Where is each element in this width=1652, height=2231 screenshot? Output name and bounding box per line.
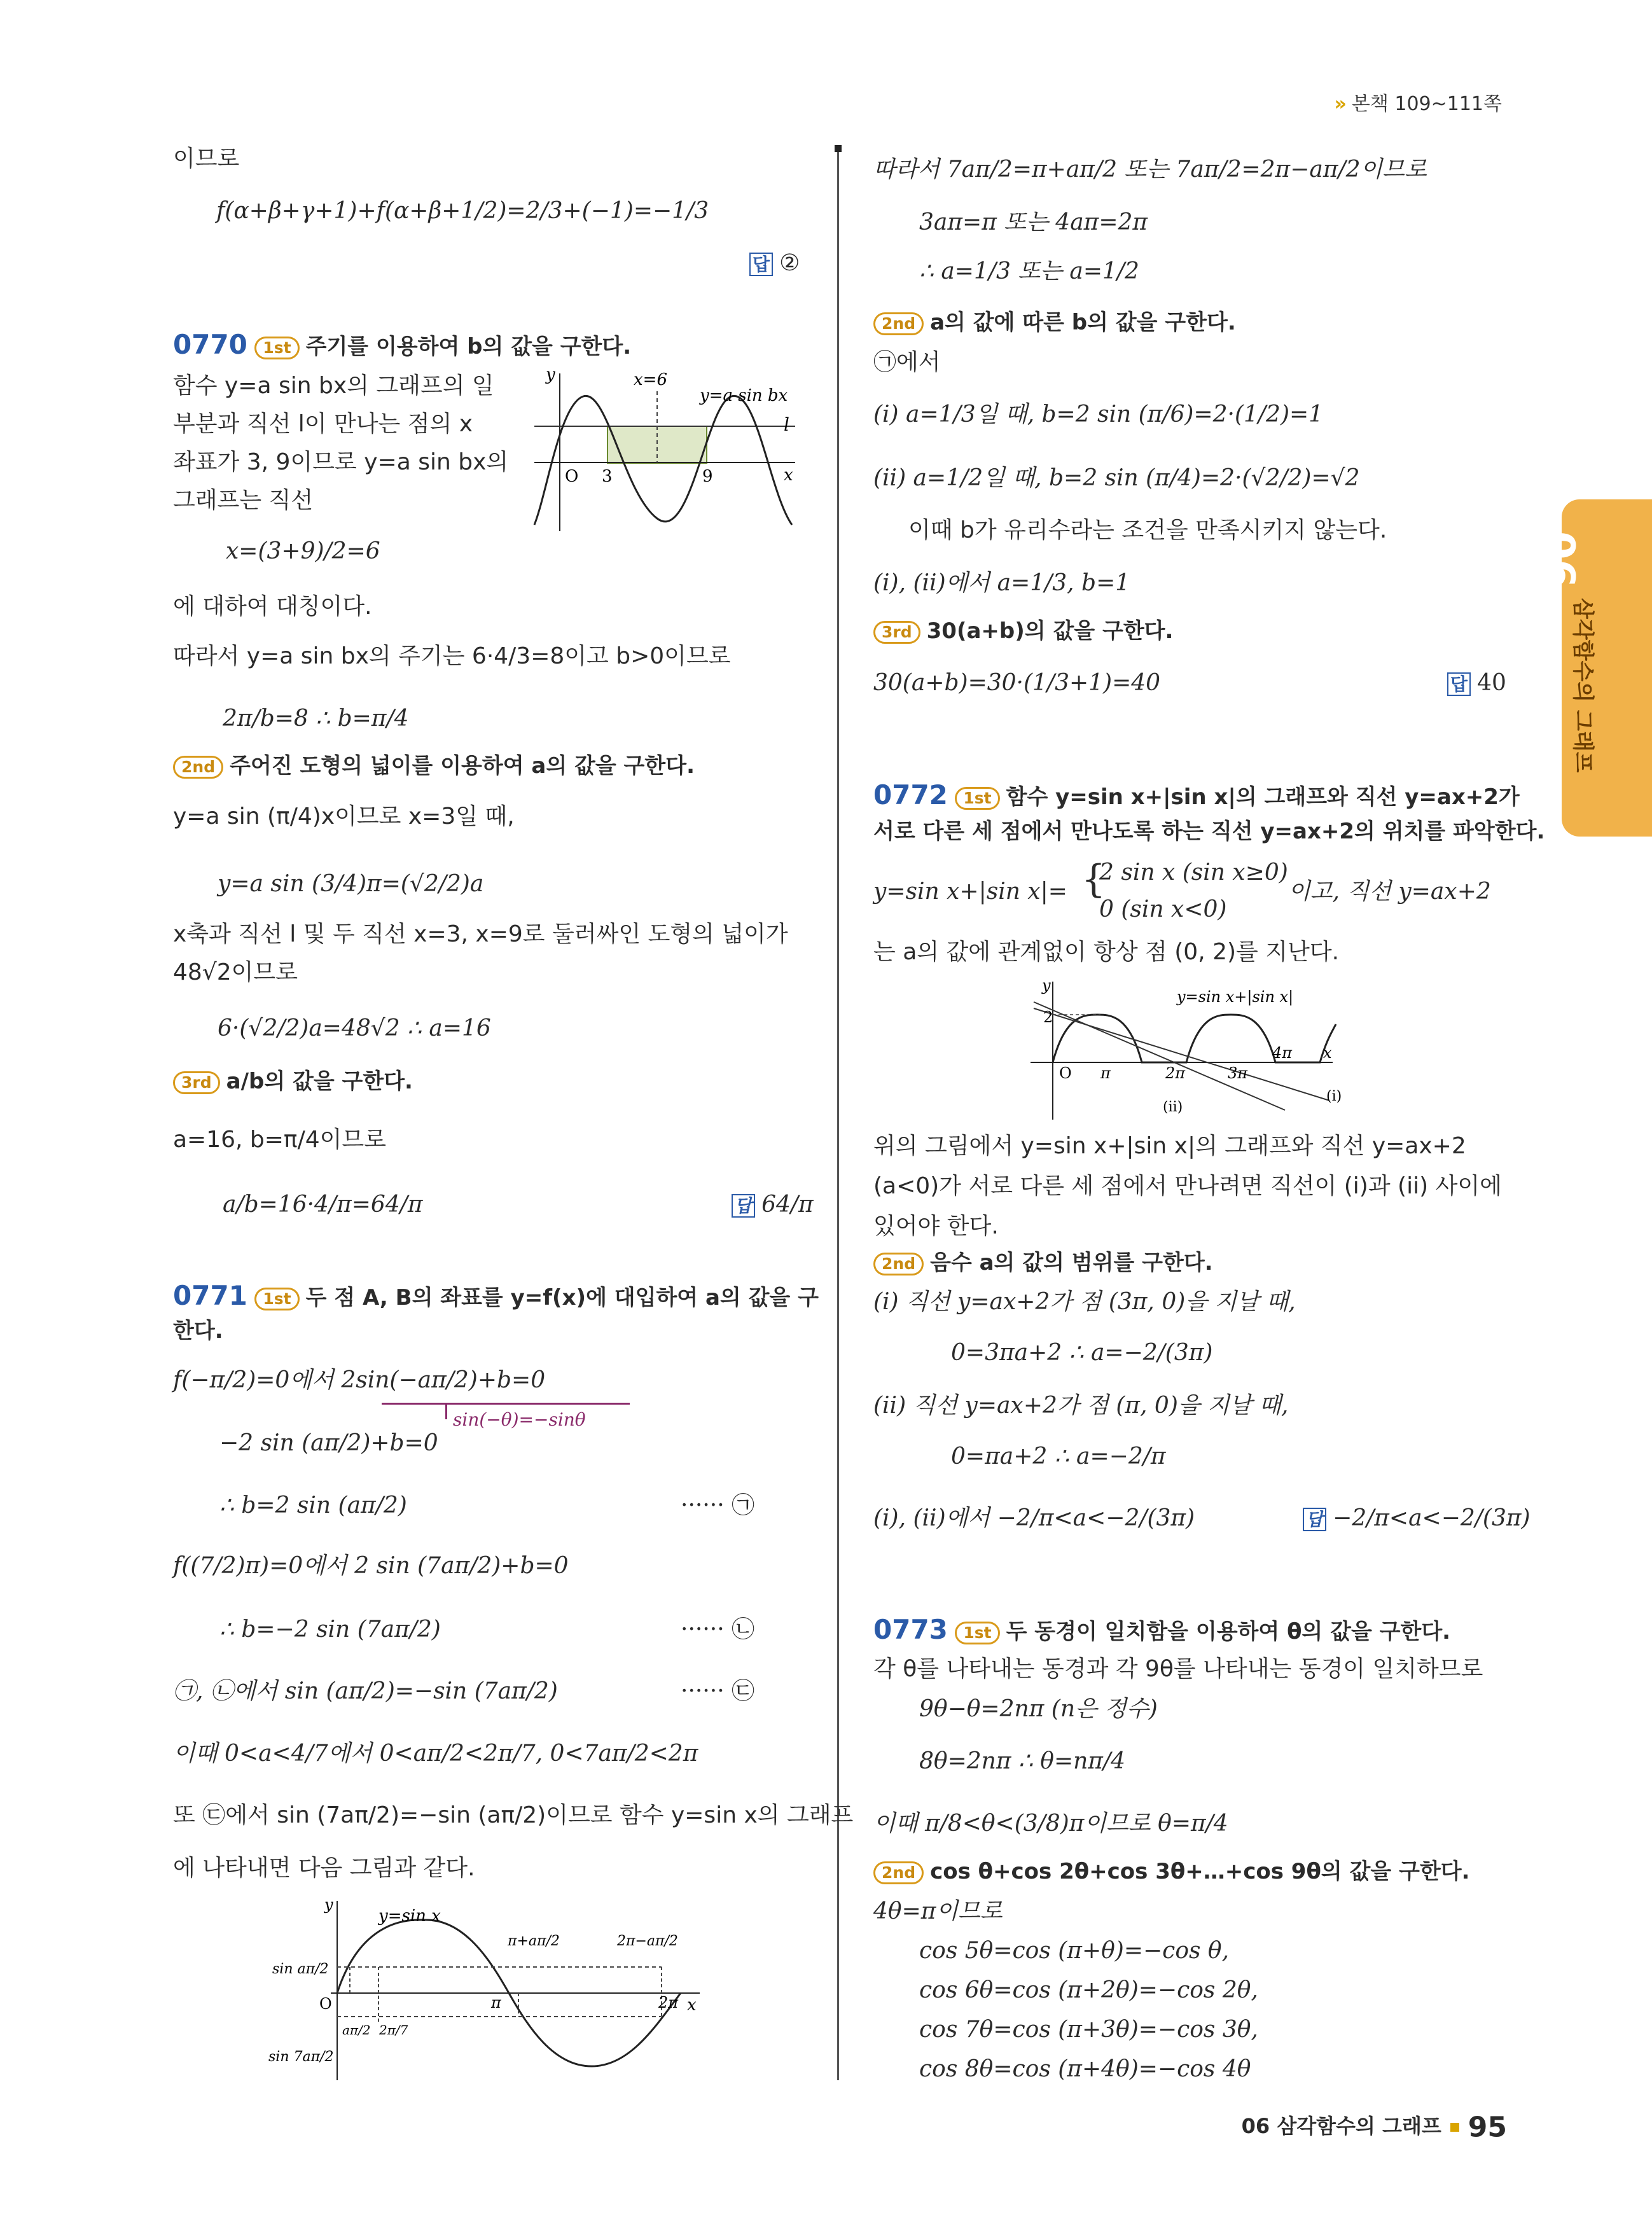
page-number: 95 — [1468, 2111, 1507, 2143]
equation: ∴ b=−2 sin (7aπ/2) — [219, 1616, 441, 1643]
step-badge: 1st — [254, 1288, 299, 1310]
note-connector — [445, 1403, 447, 1419]
tick-9: 9 — [702, 467, 713, 486]
equation: cos 8θ=cos (π+4θ)=−cos 4θ — [919, 2056, 1251, 2082]
line-ii-label: (ii) — [1163, 1099, 1183, 1115]
equation: 4θ=π이므로 — [873, 1898, 1003, 1924]
problem-number: 0771 — [173, 1280, 247, 1311]
equation: x=(3+9)/2=6 — [226, 538, 380, 564]
text-line: 한다. — [173, 1318, 223, 1344]
curve-label: y=a sin bx — [700, 386, 788, 405]
curve-label: y=sin x+|sin x| — [1177, 988, 1294, 1006]
equation: 30(a+b)=30·(1/3+1)=40 — [873, 670, 1161, 696]
y-label: y — [546, 366, 555, 384]
intro-text: 이므로 — [173, 146, 240, 172]
step-badge: 1st — [955, 1622, 999, 1644]
page-footer — [1242, 2110, 1507, 2144]
text-line: (a<0)가 서로 다른 세 점에서 만나려면 직선이 (i)과 (ii) 사이에 — [873, 1173, 1502, 1199]
equation: 2π/b=8 ∴ b=π/4 — [223, 705, 409, 732]
text-line: 48√2이므로 — [173, 959, 298, 985]
step-2: 2nd 주어진 도형의 넓이를 이용하여 a의 값을 구한다. — [173, 752, 695, 780]
tick-a-half: aπ/2 — [342, 2022, 371, 2038]
step-2: 2nd a의 값에 따른 b의 값을 구한다. — [873, 309, 1236, 337]
tick-3pi: 3π — [1228, 1064, 1248, 1082]
tick-pi: π — [491, 1994, 501, 2012]
equation: 이때 0<a<4/7에서 0<aπ/2<2π/7, 0<7aπ/2<2π — [173, 1741, 698, 1767]
equation: (ii) a=1/2일 때, b=2 sin (π/4)=2·(√2/2)=√2 — [873, 465, 1360, 491]
text-line: 함수 y=a sin bx의 그래프의 일 — [173, 373, 494, 399]
graph-0771 — [267, 1896, 712, 2087]
text-line: 좌표가 3, 9이므로 y=a sin bx의 — [173, 449, 509, 475]
answer-box: 답 40 — [1447, 669, 1506, 698]
text-line: 또 ㉢에서 sin (7aπ/2)=−sin (aπ/2)이므로 함수 y=sin x의 그래프 — [173, 1802, 854, 1828]
equation: ㉠, ㉡에서 sin (aπ/2)=−sin (7aπ/2) — [173, 1678, 558, 1704]
x-label: x — [784, 466, 793, 485]
origin-label: O — [319, 1995, 332, 2013]
equation: a/b=16·4/π=64/π — [223, 1192, 423, 1218]
function-curve — [1053, 1015, 1336, 1062]
text-line: 에 대하여 대칭이다. — [173, 594, 372, 620]
problem-header-0770: 0770 1st 주기를 이용하여 b의 값을 구한다. — [173, 329, 632, 360]
tick-2pi-7: 2π/7 — [379, 2022, 408, 2038]
equation: (i), (ii)에서 −2/π<a<−2/(3π) — [873, 1505, 1195, 1531]
problem-number: 0772 — [873, 779, 948, 810]
chapter-number: 06 — [1536, 531, 1583, 588]
line-label: l — [784, 414, 789, 435]
equation-mark: ······ ㉢ — [681, 1678, 755, 1704]
equation-mark: ······ ㉠ — [681, 1492, 755, 1519]
equation: f((7/2)π)=0에서 2 sin (7aπ/2)+b=0 — [173, 1553, 569, 1579]
text-line: 위의 그림에서 y=sin x+|sin x|의 그래프와 직선 y=ax+2 — [873, 1133, 1466, 1159]
text-line: 부분과 직선 l이 만나는 점의 x — [173, 411, 473, 437]
equation: 8θ=2nπ ∴ θ=nπ/4 — [919, 1748, 1125, 1774]
curve-label: y=sin x — [378, 1907, 441, 1926]
step-badge: 1st — [254, 337, 299, 359]
equation: 9θ−θ=2nπ (n은 정수) — [919, 1696, 1158, 1722]
text-line: a=16, b=π/4이므로 — [173, 1127, 386, 1153]
line-i-label: (i) — [1326, 1088, 1342, 1104]
problem-number: 0770 — [173, 329, 247, 360]
equation-mark: ······ ㉡ — [681, 1616, 755, 1643]
equation: 이때 π/8<θ<(3/8)π이므로 θ=π/4 — [873, 1811, 1228, 1837]
step-2: 2nd cos θ+cos 2θ+cos 3θ+…+cos 9θ의 값을 구한다. — [873, 1858, 1469, 1886]
origin-label: O — [1059, 1064, 1072, 1082]
equation: 따라서 7aπ/2=π+aπ/2 또는 7aπ/2=2π−aπ/2이므로 — [873, 156, 1427, 183]
equation: 이고, 직선 y=ax+2 — [1288, 879, 1491, 905]
book-reference: » 본책 109~111쪽 — [1334, 93, 1502, 115]
chapter-title: 삼각함수의 그래프 — [1570, 598, 1595, 773]
equation: 0=πa+2 ∴ a=−2/π — [951, 1443, 1166, 1470]
text-line: y=a sin (π/4)x이므로 x=3일 때, — [173, 803, 515, 830]
equation: f(−π/2)=0에서 2sin(−aπ/2)+b=0 — [173, 1367, 546, 1393]
text-line: 이때 b가 유리수라는 조건을 만족시키지 않는다. — [908, 517, 1387, 543]
equation: 0=3πa+2 ∴ a=−2/(3π) — [951, 1340, 1213, 1366]
double-chevron-icon: » — [1334, 93, 1347, 115]
equation: y=a sin (3/4)π=(√2/2)a — [218, 871, 484, 897]
case-line: 0 (sin x<0) — [1099, 896, 1227, 922]
equation: (ii) 직선 y=ax+2가 점 (π, 0)을 지날 때, — [873, 1393, 1289, 1419]
label-pi-plus: π+aπ/2 — [508, 1933, 560, 1949]
text-line: 있어야 한다. — [873, 1213, 999, 1239]
text-line: x축과 직선 l 및 두 직선 x=3, x=9로 둘러싸인 도형의 넓이가 — [173, 921, 788, 947]
tick-2pi: 2π — [658, 1994, 679, 2012]
x-label: x — [1323, 1044, 1332, 1062]
x-label: x — [687, 1996, 697, 2015]
problem-header-0773: 0773 1st 두 동경이 일치함을 이용하여 θ의 값을 구한다. — [873, 1614, 1451, 1645]
equation: 3aπ=π 또는 4aπ=2π — [919, 209, 1148, 235]
note-underline — [382, 1403, 630, 1405]
tick-4pi: 4π — [1272, 1044, 1293, 1062]
y-label: y — [1042, 976, 1051, 994]
answer-box: 답 −2/π<a<−2/(3π) — [1303, 1505, 1531, 1534]
equation: y=sin x+|sin x|= — [873, 879, 1067, 905]
equation: cos 6θ=cos (π+2θ)=−cos 2θ, — [919, 1977, 1258, 2003]
step-3: 3rd a/b의 값을 구한다. — [173, 1067, 413, 1095]
footer-square — [1450, 2123, 1459, 2132]
equation: (i), (ii)에서 a=1/3, b=1 — [873, 570, 1130, 596]
problem-header-0771: 0771 1st 두 점 A, B의 좌표를 y=f(x)에 대입하여 a의 값을 구 — [173, 1280, 819, 1311]
text-line: 는 a의 값에 관계없이 항상 점 (0, 2)를 지난다. — [873, 939, 1340, 965]
label-2pi-minus: 2π−aπ/2 — [617, 1933, 678, 1949]
divider-marker — [835, 145, 842, 152]
graph-0770 — [522, 366, 802, 538]
y-tick-2: 2 — [1043, 1008, 1053, 1026]
step-3: 3rd 30(a+b)의 값을 구한다. — [873, 617, 1173, 645]
equation: (i) 직선 y=ax+2가 점 (3π, 0)을 지날 때, — [873, 1289, 1296, 1315]
origin-label: O — [565, 467, 579, 486]
equation: (i) a=1/3일 때, b=2 sin (π/6)=2·(1/2)=1 — [873, 401, 1324, 427]
text-line: 그래프는 직선 — [173, 487, 314, 513]
case-brace: { — [1081, 857, 1106, 901]
equation: −2 sin (aπ/2)+b=0 — [219, 1430, 438, 1456]
problem-number: 0773 — [873, 1614, 948, 1645]
equation: 6·(√2/2)a=48√2 ∴ a=16 — [218, 1015, 491, 1041]
hint-note: sin(−θ)=−sinθ — [453, 1409, 586, 1430]
tick-pi: π — [1100, 1064, 1111, 1082]
graph-0772 — [1018, 976, 1349, 1123]
label-x6: x=6 — [634, 370, 667, 389]
sin-7a-label: sin 7aπ/2 — [268, 2049, 334, 2065]
equation: ∴ b=2 sin (aπ/2) — [219, 1492, 407, 1519]
equation: ∴ a=1/3 또는 a=1/2 — [919, 258, 1139, 284]
step-2: 2nd 음수 a의 값의 범위를 구한다. — [873, 1249, 1213, 1277]
text-line: 서로 다른 세 점에서 만나도록 하는 직선 y=ax+2의 위치를 파악한다. — [873, 819, 1545, 844]
footer-chapter: 06 삼각함수의 그래프 — [1241, 2113, 1441, 2138]
column-divider — [837, 146, 839, 2080]
step-badge: 1st — [955, 787, 999, 810]
equation: cos 7θ=cos (π+3θ)=−cos 3θ, — [919, 2017, 1258, 2043]
answer-box: 답 ② — [749, 249, 800, 279]
y-label: y — [324, 1896, 333, 1914]
tick-3: 3 — [602, 467, 613, 486]
answer-box: 답 64/π — [732, 1191, 814, 1220]
sin-a-label: sin aπ/2 — [272, 1961, 329, 1977]
text-line: 따라서 y=a sin bx의 주기는 6·4/3=8이고 b>0이므로 — [173, 643, 731, 669]
equation: cos 5θ=cos (π+θ)=−cos θ, — [919, 1938, 1230, 1964]
text-line: 에 나타내면 다음 그림과 같다. — [173, 1855, 475, 1881]
problem-header-0772: 0772 1st 함수 y=sin x+|sin x|의 그래프와 직선 y=ax+2가 — [873, 779, 1520, 810]
tick-2pi: 2π — [1165, 1064, 1186, 1082]
equation: f(α+β+γ+1)+f(α+β+1/2)=2/3+(−1)=−1/3 — [216, 198, 709, 224]
text-line: 각 θ를 나타내는 동경과 각 9θ를 나타내는 동경이 일치하므로 — [873, 1656, 1483, 1682]
case-line: 2 sin x (sin x≥0) — [1099, 859, 1288, 886]
text-line: ㉠에서 — [873, 349, 941, 375]
